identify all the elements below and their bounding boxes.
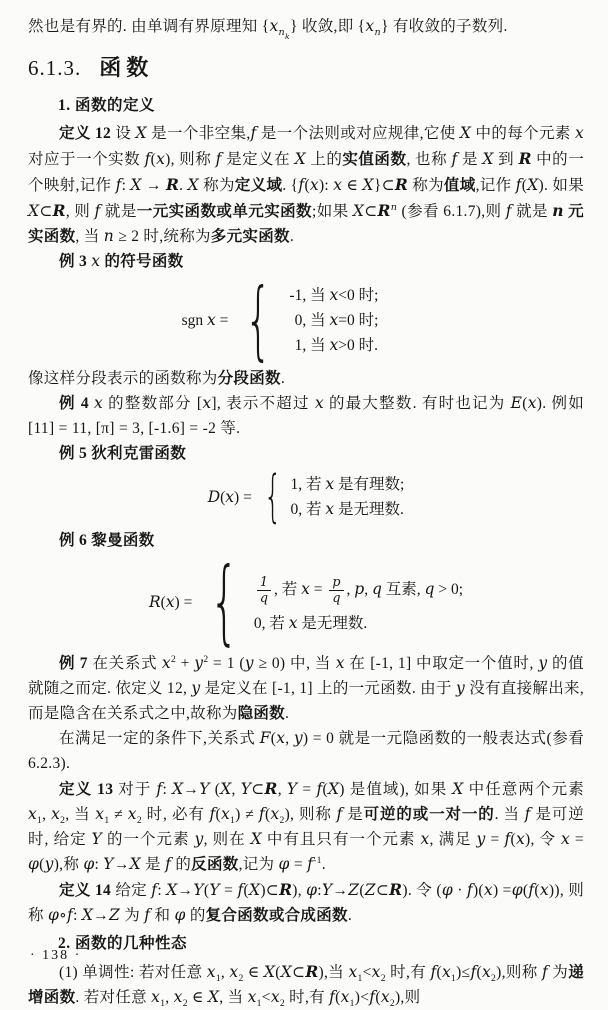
sgn-formula — [2, 270, 558, 370]
section-number: 6.1.3. — [28, 56, 82, 80]
riemann-case-rational: $\frac{1}{q}$ , 若 x = $\frac{p}{q}$ , p, q 互素, q > 0; — [254, 568, 463, 611]
example-6-heading: 例 6 黎曼函数 — [59, 532, 155, 549]
dirichlet-cases — [290, 472, 404, 522]
example-4-paragraph: 例 4 x 的整数部分 [x], 表示不超过 x 的最大整数. 有时也记为 E(x). 例如 [11] = 11, [π] = 3, [-1.6] = -2 等. — [28, 394, 584, 437]
definition-12-paragraph: 定义 12 设 X 是一个非空集,f 是一个法则或对应规律,它使 X 中的每个元素 x 对应于一个实数 f(x), 则称 f 是定义在 X 上的实值函数, 也称 f 是 X 到 R 中的一个映射,记作 f: X → R. X 称为定义域. {f(x): x ∈ X}⊂R 称为值域,记作 f(X). 如果 X⊂R, 则 f 就是一元实函数或单元实函数;如果 $X\subset R^n$ (参看 6.1.7),则 f 就是 n 元实函数, 当 n ≥ 2 时,统称为多元实函数. — [28, 124, 585, 245]
dirichlet-lhs: D(x) = — [207, 487, 252, 506]
section-title: 函数 — [99, 55, 154, 80]
sgn-cases — [286, 283, 378, 358]
definition-13-paragraph: 定义 13 对于 f: X→Y (X, Y⊂R, Y = f(X) 是值域), 如果 X 中任意两个元素 $x_1$, $x_2$, 当 $x_1 \ne x_2$ 时, 必有 $f(x_1) \ne f(x_2)$, 则称 f 是可逆的或一对一的. 当 f 是可逆时, 给定 Y 的一个元素 y, 则在 X 中有且只有一个元素 x, 满足 y = f(x), 令 x = φ(y),称 φ: Y→X 是 f 的反函数,记为 $\varphi = f^{-1}$. — [28, 779, 585, 873]
riemann-case-irrational: 0, 若 x 是无理数. — [253, 614, 368, 632]
page-number: · 138 · — [30, 948, 82, 963]
riemann-lhs: R(x) = — [148, 592, 193, 611]
intro-continuation-paragraph: 然也是有界的. 由单调有界原理知 $\{x_{nk}\}$ 收敛,即 $\{x_n\}$ 有收敛的子数列. — [28, 17, 508, 41]
subsection-2-heading: 2. 函数的几种性态 — [58, 935, 188, 952]
sgn-case-negative: -1, 当 x<0 时; — [289, 285, 379, 304]
sgn-case-zero: 0, 当 x=0 时; — [294, 310, 379, 329]
dirichlet-case-rational: 1, 若 x 是有理数; — [290, 475, 405, 493]
left-brace: { — [263, 464, 282, 529]
riemann-formula — [28, 548, 584, 655]
example-5-heading: 例 5 狄利克雷函数 — [59, 445, 187, 462]
riemann-cases — [254, 568, 463, 636]
sgn-case-positive: 1, 当 x>0 时. — [294, 335, 378, 354]
left-brace: { — [209, 548, 240, 655]
piecewise-note-paragraph: 像这样分段表示的函数称为分段函数. — [28, 370, 285, 387]
section-heading — [28, 55, 584, 81]
sgn-lhs: sgn x = — [181, 310, 229, 329]
monotonicity-paragraph: (1) 单调性: 若对任意 $x_1$, $x_2$ ∈ X(X⊂R),当 $x_1<x_2$ 时,有 $f(x_1)\le f(x_2)$,则称 f 为递增函数. 若对任意 $x_1$, $x_2$ ∈ X, 当 $x_1<x_2$ 时,有 $f(x_1)<f(x_2)$,则 — [28, 962, 584, 1010]
dirichlet-case-irrational: 0, 若 x 是无理数. — [290, 500, 404, 518]
definition-14-paragraph: 定义 14 给定 f: X→Y(Y = f(X)⊂R), φ:Y→Z(Z⊂R). 令 (φ · f)(x) =φ(f(x)), 则称 φ∘f: X→Z 为 f 和 φ 的复合函数或合成函数. — [28, 880, 585, 924]
example-7-paragraph: 例 7 在关系式 $x^2 + y^2 = 1$ (y ≥ 0) 中, 当 x 在 [-1, 1] 中取定一个值时, y 的值就随之而定. 依定义 12, y 是定义在 [-1, 1] 上的一元函数. 由于 y 没有直接解出来,而是隐含在关系式之中,故称为隐函数. — [28, 653, 584, 722]
dirichlet-formula — [28, 464, 584, 529]
example-3-heading: 例 3 x 的符号函数 — [59, 252, 184, 270]
implicit-function-paragraph: 在满足一定的条件下,关系式 F(x, y) = 0 就是一元隐函数的一般表达式(参看 6.2.3). — [28, 729, 585, 772]
left-brace: { — [245, 270, 273, 370]
subsection-1-heading: 1. 函数的定义 — [58, 97, 156, 114]
